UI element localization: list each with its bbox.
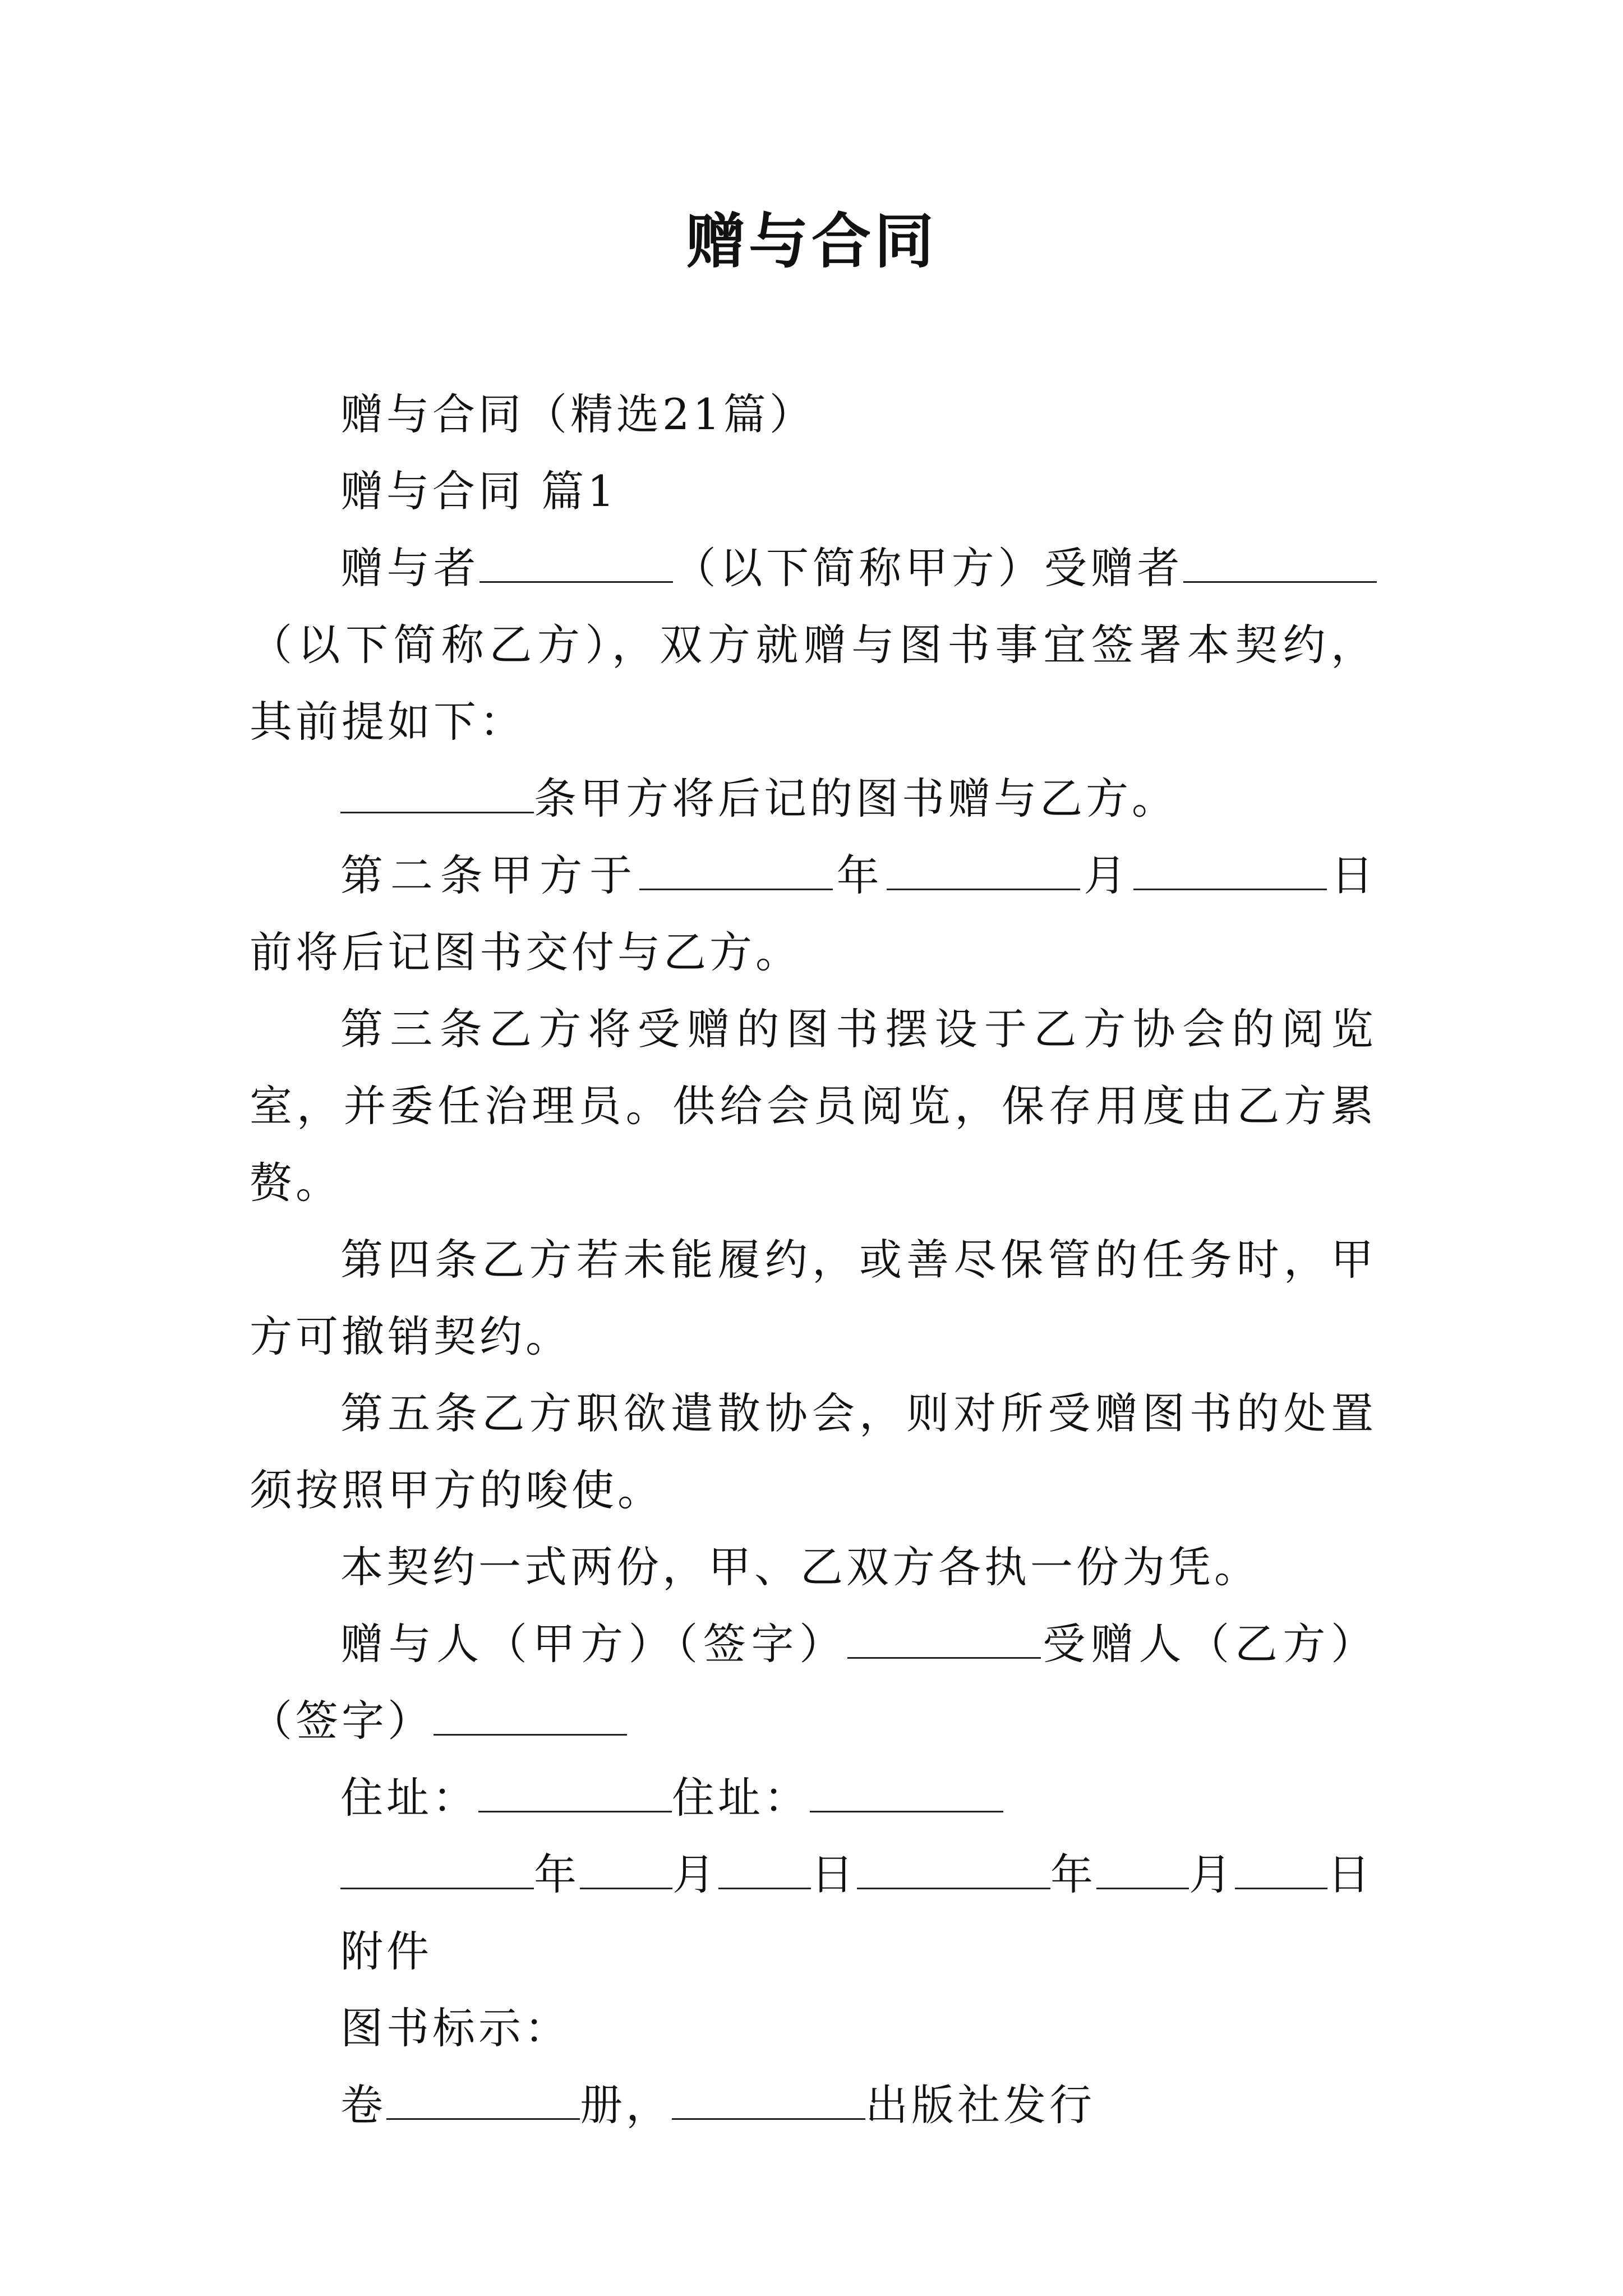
article-4: 第四条乙方若未能履约，或善尽保管的任务时，甲方可撤销契约。 [250, 1235, 1377, 1361]
donor-address-blank [478, 1776, 672, 1812]
donee-month-blank [1096, 1853, 1189, 1889]
address-line [250, 1759, 1377, 1836]
donee-year-label: 年 [1050, 1849, 1096, 1899]
donor-day-label: 日 [811, 1849, 857, 1899]
book-count-label: 册， [580, 2080, 672, 2130]
donee-day-blank [1235, 1853, 1327, 1889]
donee-signature-label: 受赠人（乙方）（签字） [250, 1619, 1377, 1746]
donor-month-label: 月 [672, 1849, 718, 1899]
donor-blank [479, 546, 673, 583]
donee-address-label: 住址： [672, 1773, 810, 1823]
article-2-text: 日前将后记图书交付与乙方。 [250, 850, 1377, 977]
volume-blank [386, 2083, 580, 2120]
day-blank [1133, 854, 1327, 890]
article-2 [250, 837, 1377, 991]
donor-day-blank [718, 1853, 811, 1889]
month-label: 月 [1080, 850, 1134, 900]
intro-line: 赠与合同（精选21篇） [340, 389, 815, 439]
year-blank [639, 854, 833, 890]
volume-label: 卷 [340, 2080, 386, 2130]
parties-text: （以下简称乙方），双方就赠与图书事宜签署本契约，其前提如下： [250, 620, 1377, 747]
donor-signature-blank [847, 1622, 1041, 1659]
publisher-label: 出版社发行 [865, 2080, 1095, 2130]
attachment-heading: 附件 [340, 1926, 432, 1976]
donee-month-label: 月 [1189, 1849, 1235, 1899]
books-label: 图书标示： [340, 2003, 570, 2053]
donor-label: 赠与者 [340, 543, 479, 593]
signature-line [250, 1605, 1377, 1759]
donor-year-label: 年 [534, 1849, 580, 1899]
donee-address-blank [810, 1776, 1003, 1812]
article-number-blank [340, 777, 534, 813]
donee-signature-blank [434, 1699, 627, 1736]
donor-signature-label: 赠与人（甲方）（签字） [340, 1619, 847, 1669]
copies-clause: 本契约一式两份，甲、乙双方各执一份为凭。 [340, 1542, 1260, 1592]
month-blank [887, 854, 1080, 890]
article-3: 第三条乙方将受赠的图书摆设于乙方协会的阅览室，并委任治理员。供给会员阅览，保存用度由乙方累赘。 [250, 1004, 1377, 1208]
publisher-blank [672, 2083, 865, 2120]
article-5: 第五条乙方职欲遣散协会，则对所受赠图书的处置须按照甲方的唆使。 [250, 1388, 1377, 1515]
donor-year-blank [340, 1853, 534, 1889]
article-1 [250, 760, 1377, 837]
document-title: 赠与合同 [686, 206, 937, 276]
donor-address-label: 住址： [340, 1773, 478, 1823]
article-2-lead: 第二条甲方于 [340, 850, 639, 900]
donee-label: （以下简称甲方）受赠者 [673, 543, 1183, 593]
volume-line [250, 2067, 1377, 2143]
parties-paragraph [250, 530, 1377, 760]
section-heading: 赠与合同 篇1 [340, 466, 618, 516]
donee-day-label: 日 [1327, 1849, 1373, 1899]
donee-year-blank [857, 1853, 1050, 1889]
year-label: 年 [832, 850, 887, 900]
date-line [250, 1836, 1377, 1913]
donee-blank [1183, 546, 1377, 583]
document-body [250, 376, 1377, 2143]
article-1-text: 条甲方将后记的图书赠与乙方。 [534, 774, 1178, 823]
donor-month-blank [580, 1853, 672, 1889]
